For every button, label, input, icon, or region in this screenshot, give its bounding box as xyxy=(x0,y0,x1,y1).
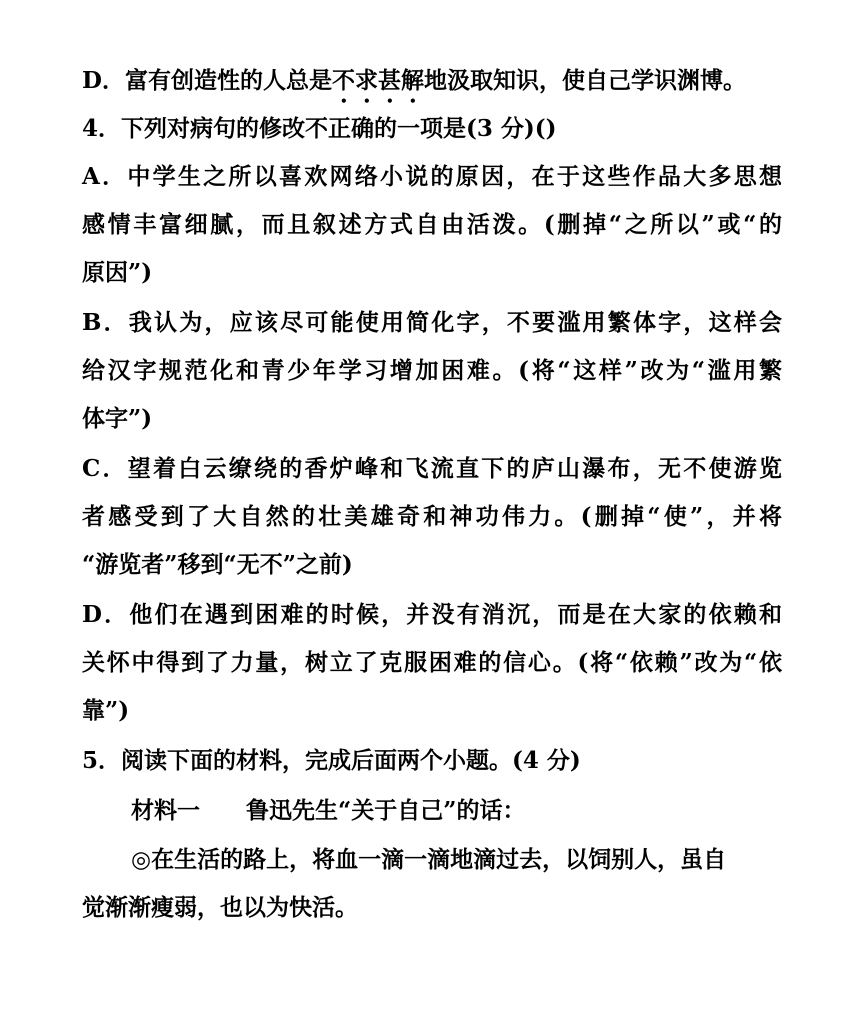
material-one-heading xyxy=(131,796,776,826)
option-d-line-1: D．他们在遇到困难的时候，并没有消沉，而是在大家的依赖和 xyxy=(82,601,782,628)
question-5-stem: 5．阅读下面的材料，完成后面两个小题。(4 分) xyxy=(82,747,581,774)
option-c-line-2: 者感受到了大自然的壮美雄奇和神功伟力。(删掉“使”，并将 xyxy=(82,503,782,530)
material-one-label: 材料一 xyxy=(131,797,200,824)
option-b-line-2: 给汉字规范化和青少年学习增加困难。(将“这样”改为“滥用繁 xyxy=(82,357,782,384)
material-one-title: 鲁迅先生“关于自己”的话： xyxy=(246,797,526,824)
material-quote-line-2: 觉渐渐瘦弱，也以为快活。 xyxy=(82,894,358,921)
option-c-line-1: C．望着白云缭绕的香炉峰和飞流直下的庐山瀑布，无不使游览 xyxy=(82,455,782,482)
option-d-line-2: 关怀中得到了力量，树立了克服困难的信心。(将“依赖”改为“依 xyxy=(82,649,782,676)
option-c-line-3: “游览者”移到“无不”之前) xyxy=(82,551,353,578)
emphasized-phrase: 不求甚解 xyxy=(331,67,424,94)
option-d-line-3: 靠”) xyxy=(82,697,130,724)
option-d-line-q3 xyxy=(82,66,782,108)
option-b-line-3: 体字”) xyxy=(82,405,153,432)
material-quote-line-1: ◎在生活的路上，将血一滴一滴地滴过去，以饲别人，虽自 xyxy=(131,846,727,873)
option-a-line-3: 原因”) xyxy=(82,259,153,286)
option-a-line-1: A．中学生之所以喜欢网络小说的原因，在于这些作品大多思想 xyxy=(82,163,782,190)
option-d-text-post: 地汲取知识，使自己学识渊博。 xyxy=(423,67,746,94)
option-b-line-1: B．我认为，应该尽可能使用简化字，不要滥用繁体字，这样会 xyxy=(82,309,782,336)
option-a-line-2: 感情丰富细腻，而且叙述方式自由活泼。(删掉“之所以”或“的 xyxy=(82,211,782,238)
option-d-text-pre: D．富有创造性的人总是 xyxy=(82,67,332,94)
question-4-stem: 4．下列对病句的修改不正确的一项是(3 分)() xyxy=(82,115,557,142)
